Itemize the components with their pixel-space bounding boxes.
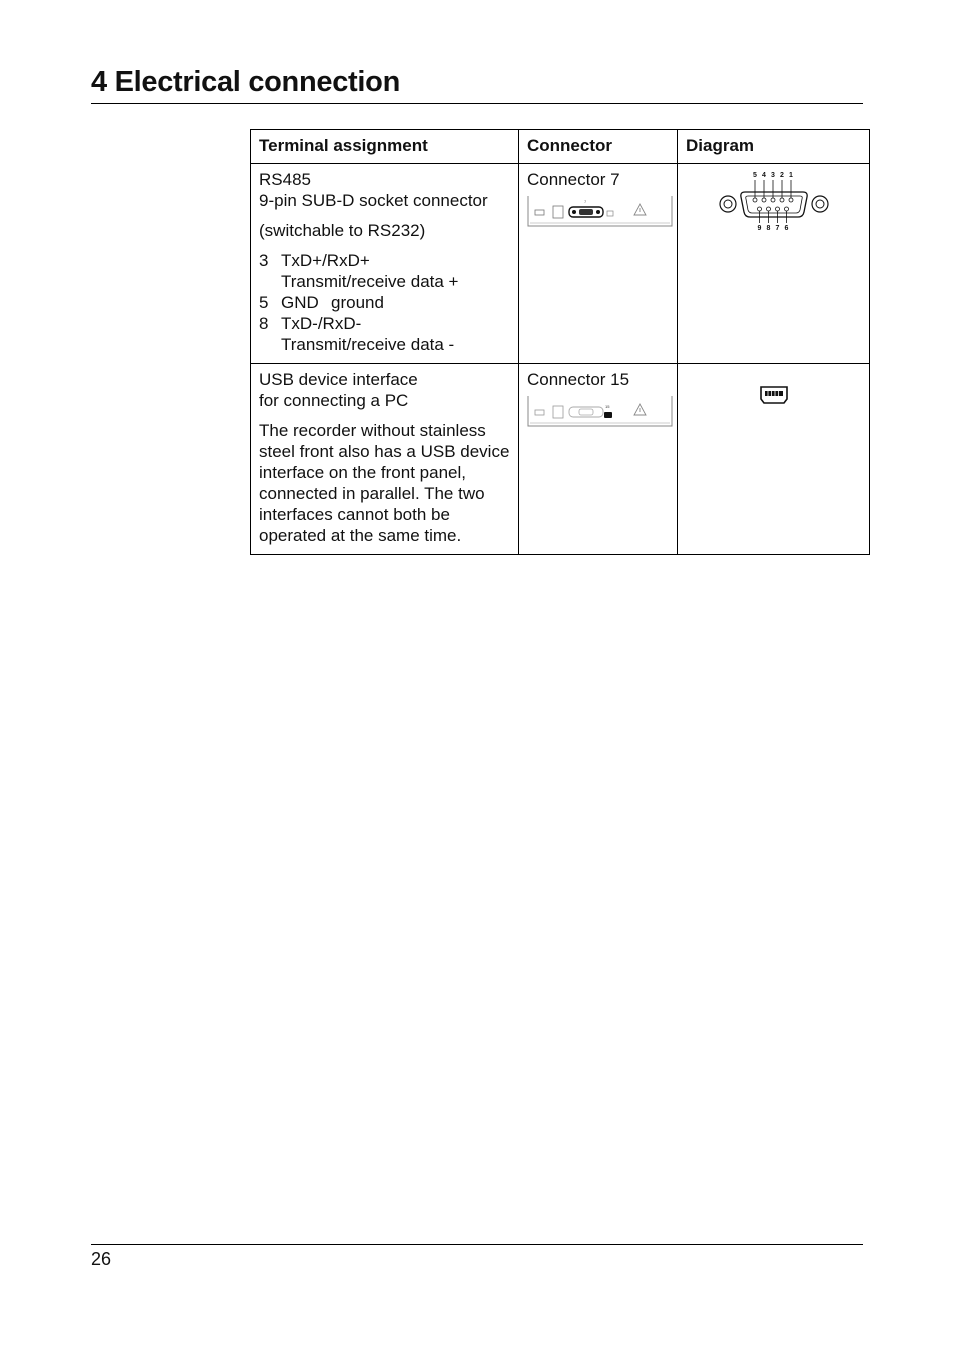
pin-number: 8	[259, 314, 269, 333]
pin-8-row	[259, 313, 510, 334]
chapter-title: 4 Electrical connection	[91, 66, 400, 98]
rs485-connector-label: Connector 7	[527, 170, 620, 189]
usb-paragraph: The recorder without stainless steel front also has a USB device interface on the front panel, connected in parallel. The two interfaces cannot both be operated at the same time.	[259, 421, 510, 545]
table-row-usb	[251, 364, 870, 555]
pin-label: 7	[775, 225, 779, 231]
footer-rule	[91, 1244, 863, 1245]
pin-number: 5	[259, 293, 269, 312]
sub-d-9-pin-diagram	[716, 169, 832, 231]
pin-signal: GND	[281, 293, 319, 312]
pin-description: ground	[331, 293, 384, 312]
header-connector: Connector	[519, 130, 678, 164]
pin-label: 4	[761, 172, 766, 179]
usb-title: USB device interface	[259, 370, 418, 389]
terminal-table	[250, 129, 870, 555]
pin-label: 2	[779, 172, 784, 179]
page-number: 26	[91, 1249, 112, 1269]
usb-assignment-cell	[251, 364, 519, 555]
rs485-subtitle: 9-pin SUB-D socket connector	[259, 191, 488, 210]
pin-label: 3	[770, 172, 775, 179]
pin-label: 1	[788, 172, 793, 179]
usb-connector-cell	[519, 364, 678, 555]
rs485-diagram-cell	[678, 164, 870, 364]
panel-port-label: 15	[605, 404, 610, 409]
rear-panel-usb-image	[527, 394, 673, 430]
rs485-assignment-cell	[251, 164, 519, 364]
pin-label: 5	[752, 172, 757, 179]
pin-label: 8	[766, 225, 770, 231]
header-terminal-assignment: Terminal assignment	[251, 130, 519, 164]
pin-number: 3	[259, 251, 269, 270]
rs485-connector-cell	[519, 164, 678, 364]
rs485-title: RS485	[259, 170, 311, 189]
usb-subtitle: for connecting a PC	[259, 391, 409, 410]
rear-panel-rs485-image	[527, 194, 673, 230]
table-header-row	[251, 130, 870, 164]
pin-3-row	[259, 250, 510, 271]
pin-description: Transmit/receive data -	[281, 335, 455, 354]
header-rule	[91, 103, 863, 104]
rs485-note: (switchable to RS232)	[259, 221, 426, 240]
svg-text:7: 7	[584, 199, 587, 204]
header-diagram: Diagram	[678, 130, 870, 164]
pin-5-row	[259, 292, 510, 313]
pin-label: 6	[784, 225, 788, 231]
usb-diagram-cell	[678, 364, 870, 555]
usb-connector-label: Connector 15	[527, 370, 630, 389]
pin-description: Transmit/receive data +	[281, 272, 459, 291]
pin-signal: TxD+/RxD+	[281, 251, 370, 270]
pin-signal: TxD-/RxD-	[281, 314, 362, 333]
pin-label: 9	[757, 225, 761, 231]
table-row-rs485	[251, 164, 870, 364]
usb-mini-b-icon	[758, 385, 790, 405]
